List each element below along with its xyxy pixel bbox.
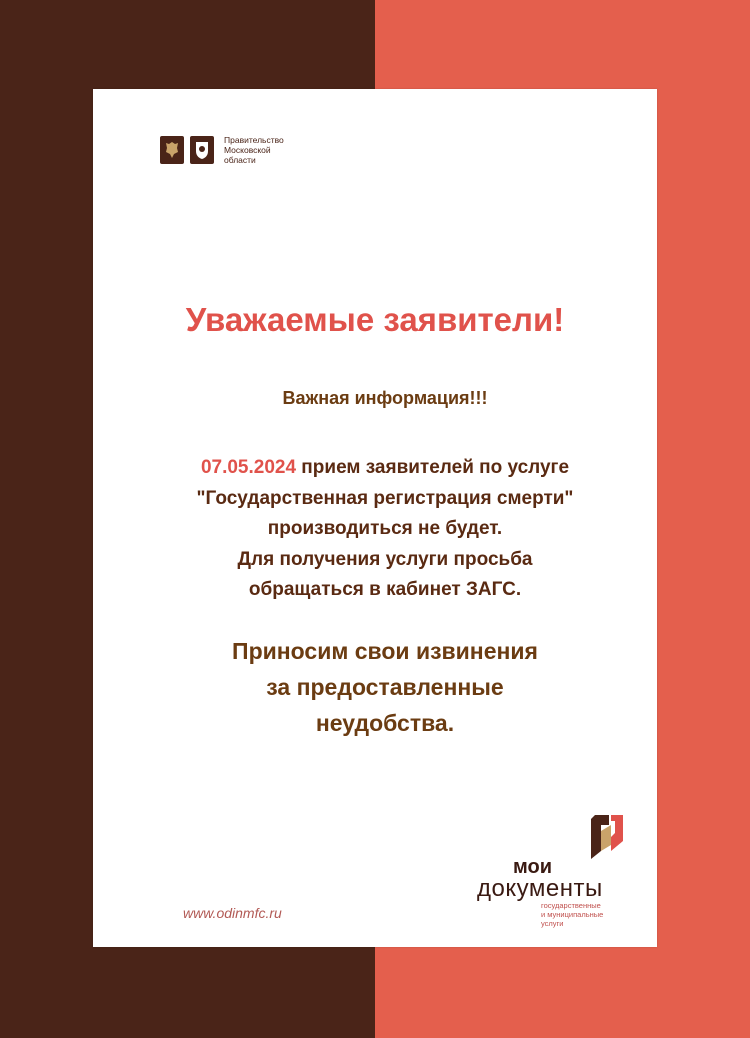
notice-body-line3: производиться не будет.	[267, 518, 503, 539]
apology-line3: неудобства.	[315, 710, 455, 736]
notice-body-line5: обращаться в кабинет ЗАГС.	[248, 579, 522, 600]
moi-dokumenty-logo-icon	[587, 811, 627, 863]
government-header	[160, 135, 284, 165]
notice-subtitle: Важная информация!!!	[282, 388, 488, 408]
notice-service-name: "Государственная регистрация смерти"	[196, 487, 574, 509]
brand-sub-line1: государственные	[541, 901, 601, 910]
gov-name-line1: Правительство	[224, 135, 284, 145]
notice-line1-text: прием заявителей по услуге	[296, 457, 570, 478]
gov-name-line2: Московской	[224, 145, 271, 155]
coat-of-arms-russia-icon	[160, 136, 184, 164]
government-name	[224, 135, 284, 165]
notice-body-line4: Для получения услуги просьба	[237, 548, 533, 570]
moi-dokumenty-logo	[477, 857, 611, 928]
notice-title: Уважаемые заявители!	[185, 301, 565, 338]
apology-line2: за предоставленные	[266, 674, 504, 700]
notice-sheet	[93, 89, 657, 947]
notice-date: 07.05.2024	[200, 457, 297, 478]
brand-top-text: мои	[513, 856, 553, 878]
apology-text	[93, 633, 677, 741]
coat-of-arms-moscow-region-icon	[190, 136, 214, 164]
gov-name-line3: области	[224, 155, 256, 165]
brand-main-text: документы	[477, 875, 603, 902]
notice-body-line1	[93, 453, 677, 484]
apology-line1: Приносим свои извинения	[232, 638, 538, 664]
notice-body	[93, 453, 677, 606]
website-link[interactable]: www.odinmfc.ru	[183, 905, 282, 921]
brand-sub-line2: и муниципальные услуги	[541, 910, 604, 928]
